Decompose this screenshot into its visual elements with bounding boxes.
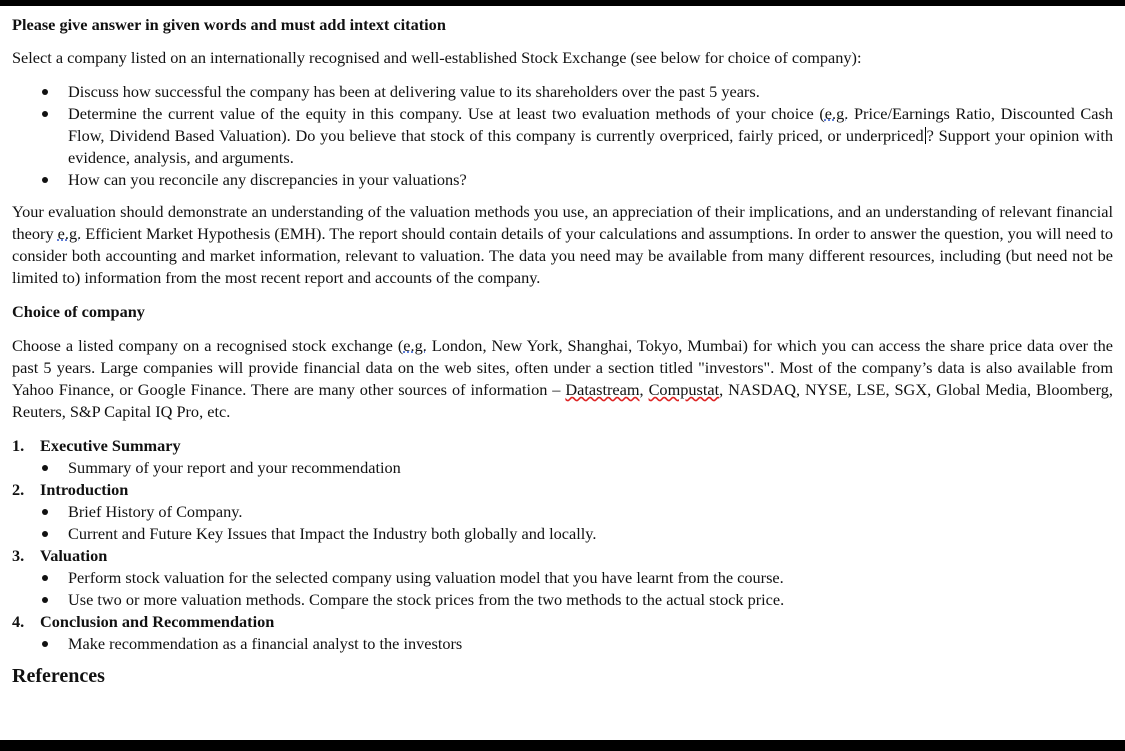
outline-title: Introduction <box>40 480 129 499</box>
outline-bullet: Summary of your report and your recommendation <box>40 457 1113 479</box>
outline-bullets <box>12 633 1113 655</box>
outline-number: 3. <box>12 546 25 565</box>
text-cursor <box>925 127 926 144</box>
task-list <box>12 81 1113 191</box>
evaluation-paragraph: Your evaluation should demonstrate an understanding of the valuation methods you use, an appreciation of their implications, and an understanding of relevant financial theory e.g. Efficient Market Hypothesis (EMH). The report should contain details of your calculations and assumptions. In order to answer the question, you will need to consider both accounting and market information, relevant to valuation. The data you need may be available from many different resources, including (but need not be limited to) information from the most recent report and accounts of the company. <box>12 202 1113 287</box>
outline-section <box>12 611 1113 655</box>
instruction-heading: Please give answer in given words and must add intext citation <box>12 15 446 34</box>
report-outline <box>12 435 1113 655</box>
outline-bullet: Brief History of Company. <box>40 501 1113 523</box>
spellcheck-eg: e.g. <box>403 336 427 355</box>
outline-bullets <box>12 567 1113 611</box>
outline-section <box>12 479 1113 545</box>
choice-heading: Choice of company <box>12 302 145 321</box>
outline-bullet: Make recommendation as a financial analyst to the investors <box>40 633 1113 655</box>
spellcheck-eg: e.g. <box>824 104 849 123</box>
outline-bullet: Use two or more valuation methods. Compare the stock prices from the two methods to the actual stock price. <box>40 589 1113 611</box>
references-heading: References <box>12 665 105 687</box>
spellcheck-eg: e.g. <box>57 224 82 243</box>
task-item: Discuss how successful the company has been at delivering value to its shareholders over the past 5 years. <box>40 81 1113 103</box>
task-item: Determine the current value of the equity in this company. Use at least two evaluation methods of your choice (e.g. Price/Earnings Ratio, Discounted Cash Flow, Dividend Based Valuation). Do you believe that stock of this company is currently overpriced, fairly priced, or underpriced ? Support your opinion with evidence, analysis, and arguments. <box>40 103 1113 169</box>
outline-section <box>12 545 1113 611</box>
outline-title: Executive Summary <box>40 436 181 455</box>
intro-paragraph: Select a company listed on an internationally recognised and well-established Stock Exchange (see below for choice of company): <box>12 48 862 67</box>
outline-section-heading <box>12 435 1113 457</box>
document-page[interactable] <box>0 6 1125 740</box>
spellcheck-compustat: Compustat <box>648 380 720 399</box>
outline-number: 2. <box>12 480 25 499</box>
outline-number: 1. <box>12 436 25 455</box>
outline-bullet: Current and Future Key Issues that Impact the Industry both globally and locally. <box>40 523 1113 545</box>
outline-section <box>12 435 1113 479</box>
outline-bullet: Perform stock valuation for the selected company using valuation model that you have learnt from the course. <box>40 567 1113 589</box>
outline-title: Valuation <box>40 546 108 565</box>
outline-section-heading <box>12 545 1113 567</box>
outline-section-heading <box>12 611 1113 633</box>
outline-title: Conclusion and Recommendation <box>40 612 275 631</box>
spellcheck-datastream: Datastream <box>565 380 640 399</box>
outline-bullets <box>12 457 1113 479</box>
task-item: How can you reconcile any discrepancies in your valuations? <box>40 169 1113 191</box>
outline-section-heading <box>12 479 1113 501</box>
outline-number: 4. <box>12 612 25 631</box>
outline-bullets <box>12 501 1113 545</box>
choice-paragraph: Choose a listed company on a recognised stock exchange (e.g. London, New York, Shanghai, Tokyo, Mumbai) for which you can access the share price data over the past 5 years. Large companies will provide financial data on the web sites, often under a section titled "investors". Most of the company’s data is also available from Yahoo Finance, or Google Finance. There are many other sources of information – Datastream, Compustat, NASDAQ, NYSE, LSE, SGX, Global Media, Bloomberg, Reuters, S&P Capital IQ Pro, etc. <box>12 336 1114 421</box>
